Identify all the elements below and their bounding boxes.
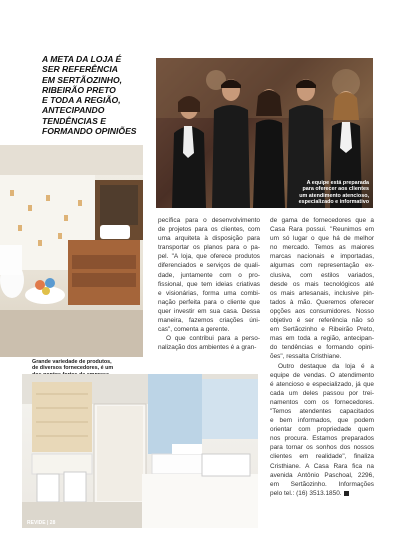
article-line: nalização dos ambientes é a gran- bbox=[158, 344, 257, 352]
article-line: equipe de vendas. O atendimento bbox=[270, 371, 374, 379]
article-line: cada um deles passou por trei- bbox=[270, 389, 374, 397]
article-line: nação perfeita para o cliente que bbox=[158, 298, 260, 306]
article-line: do tendências e formando opini- bbox=[270, 344, 374, 352]
pull-quote-line: EM SERTÃOZINHO, bbox=[42, 74, 123, 85]
article-column-middle bbox=[158, 216, 260, 352]
article-line: avenida Antônio Paschoal, 2296, bbox=[270, 471, 374, 479]
article-line: ões", ressalta Cristhiane. bbox=[270, 353, 342, 361]
article-line: cas", comenta a gerente. bbox=[158, 326, 230, 334]
article-line: em Sertãozinho e Ribeirão Preto, bbox=[270, 326, 374, 334]
article-line: em Sertãozinho. Informações bbox=[270, 480, 374, 488]
article-line: para tornar os sonhos dos nossos bbox=[270, 444, 374, 452]
article-line: transportar os planos para o pa- bbox=[158, 244, 260, 252]
article-end-icon bbox=[344, 491, 349, 496]
article-line: diferenciados e serviços de quali- bbox=[158, 262, 260, 270]
team-photo-caption bbox=[299, 180, 369, 206]
article-line: fissional, que tem ideias criativas bbox=[158, 280, 260, 288]
caption-line: Grande variedade de produtos, bbox=[32, 359, 112, 365]
article-line: pel. "A loja, que oferece produtos bbox=[158, 253, 260, 261]
pull-quote-line: TENDÊNCIAS E bbox=[42, 115, 106, 126]
caption-line: A equipe está preparada bbox=[306, 180, 369, 186]
caption-line: especializado e informativo bbox=[298, 199, 369, 206]
article-line: um só lugar o que há de melhor bbox=[270, 235, 374, 243]
pull-quote bbox=[42, 54, 172, 136]
article-line: quer investir em sua casa. Dessa bbox=[158, 307, 260, 315]
article-line: e bem informados, que podem bbox=[270, 417, 374, 425]
article-line: pelo tel.: (16) 3513.1850. bbox=[270, 489, 374, 498]
article-line: pecífica para o desenvolvimento bbox=[158, 217, 260, 224]
article-line: de gama de fornecedores que a bbox=[270, 217, 374, 224]
showroom-photo-illustration bbox=[22, 374, 258, 528]
article-line: no mercado. Temos as maiores bbox=[270, 244, 374, 252]
page-footer: REVIDE | 28 bbox=[27, 520, 56, 526]
pull-quote-line: ANTECIPANDO bbox=[42, 105, 105, 116]
article-line: O que contribui para a perso- bbox=[166, 335, 260, 343]
article-line: "Temos atendentes capacitados bbox=[270, 407, 374, 415]
article-line: de projetos para os clientes, com bbox=[158, 226, 260, 234]
bathroom-photo bbox=[0, 145, 143, 357]
article-line: Casa Rara possui. "Reunimos em bbox=[270, 226, 374, 234]
article-line: uma arquiteta à disposição para bbox=[158, 235, 260, 243]
article-line: mas em toda a região, antecipan- bbox=[270, 335, 374, 343]
pull-quote-line: E TODA A REGIÃO, bbox=[42, 95, 121, 106]
pull-quote-line: A META DA LOJA É bbox=[42, 54, 122, 64]
article-line: marcas nacionais e importadas, bbox=[270, 253, 374, 261]
pull-quote-line: RIBEIRÃO PRETO bbox=[42, 84, 116, 95]
article-line: clientes em realidade", finaliza bbox=[270, 453, 374, 461]
article-line: e visionárias, forma uma combi- bbox=[158, 289, 260, 297]
caption-line: de diversos fornecedores, é um bbox=[32, 365, 114, 372]
caption-line: para oferecer aos clientes bbox=[302, 186, 369, 193]
article-line: clusiva, com estilos variados, bbox=[270, 271, 374, 279]
article-line: nos procura. Estamos preparados bbox=[270, 435, 374, 443]
article-line: Outro destaque da loja é a bbox=[278, 362, 374, 370]
article-line: algumas com representação ex- bbox=[270, 262, 374, 270]
article-line: os mais artesanais, inclusive pin- bbox=[270, 289, 374, 297]
article-line: desde os mais tecnológicos até bbox=[270, 280, 374, 288]
pull-quote-line: SER REFERÊNCIA bbox=[42, 64, 118, 75]
article-line: opções aos consumidores. Nosso bbox=[270, 307, 374, 315]
article-line: maneira, fazemos criações úni- bbox=[158, 317, 260, 325]
bathroom-photo-illustration bbox=[0, 145, 143, 357]
caption-line: um atendimento atencioso, bbox=[299, 192, 369, 199]
article-line: orientar com propriedade quem bbox=[270, 426, 374, 434]
article-line: tados à mão. Queremos oferecer bbox=[270, 298, 374, 306]
pull-quote-line: FORMANDO OPINIÕES bbox=[42, 126, 137, 137]
article-line: objetivo é ser referência não só bbox=[270, 317, 374, 325]
article-column-right bbox=[270, 216, 374, 498]
showroom-photo bbox=[22, 374, 258, 528]
article-line: dade, juntamente com o pro- bbox=[158, 271, 260, 279]
article-line: Cristhiane. A Casa Rara fica na bbox=[270, 462, 374, 470]
article-line: é atencioso e especializado, já que bbox=[270, 380, 374, 388]
team-photo bbox=[156, 58, 373, 208]
article-line: namentos com os fornecedores. bbox=[270, 398, 374, 406]
